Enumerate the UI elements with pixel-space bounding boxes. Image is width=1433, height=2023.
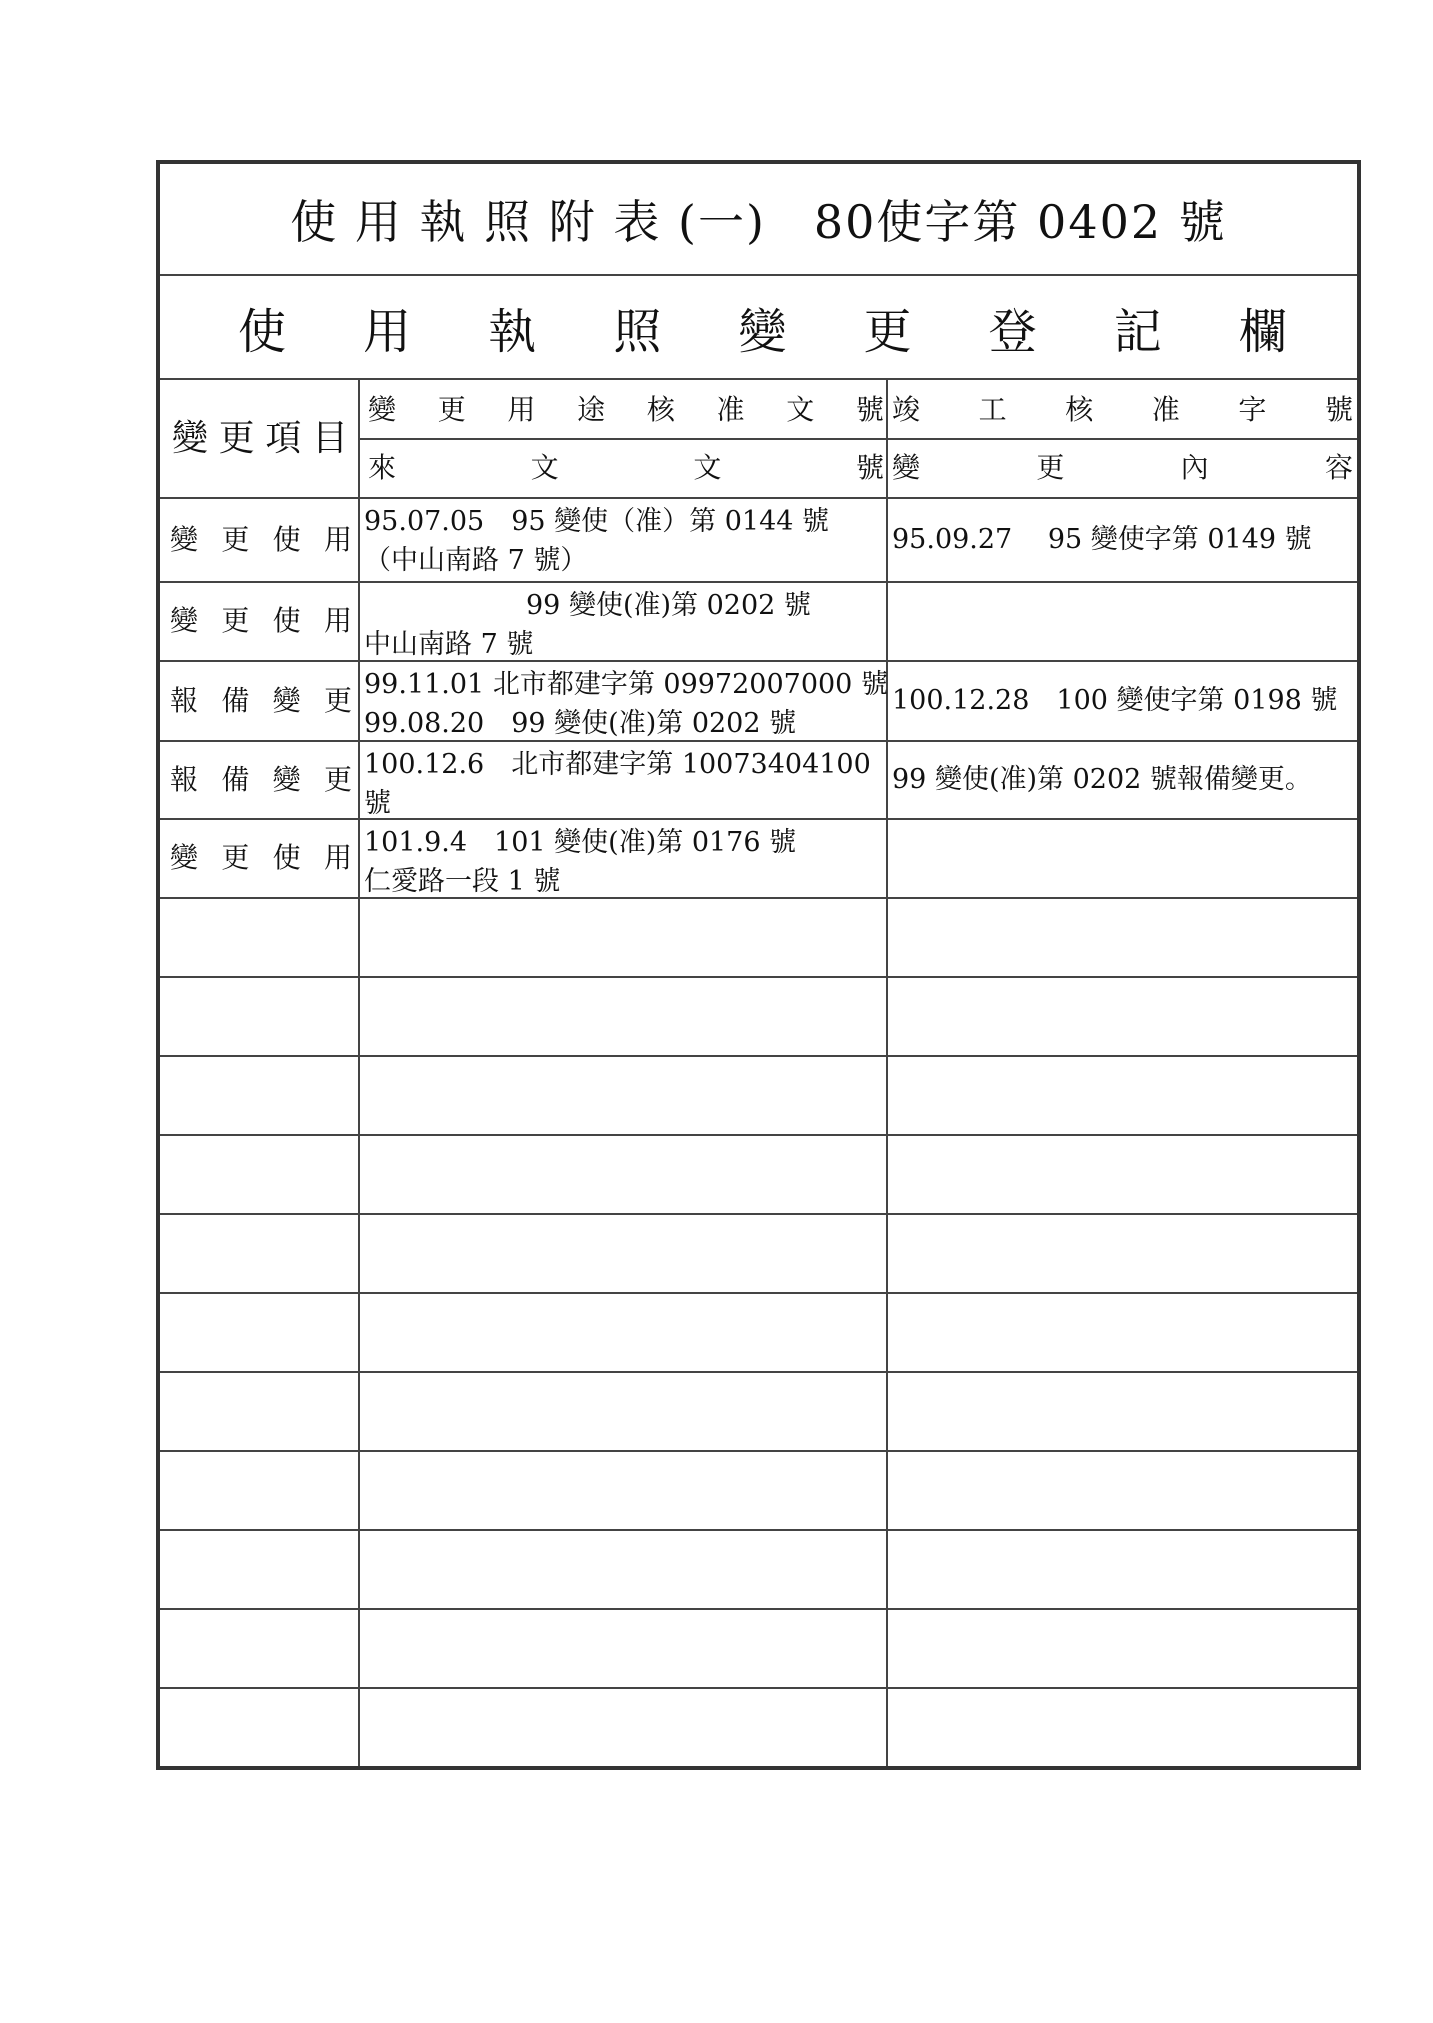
- header-incoming-doc-no: [358, 438, 886, 497]
- change-content-cell: [886, 497, 1357, 581]
- header-completion-no-char: 號: [1324, 392, 1353, 426]
- table-rule: [160, 976, 1357, 978]
- form-title-prefix: 使 用 執 照 附 表 (一): [290, 195, 766, 249]
- header-approval-doc-no-char: 用: [507, 392, 536, 426]
- header-completion-no-char: 工: [978, 392, 1007, 426]
- form-title: [160, 164, 1357, 276]
- subtitle-char: 使: [238, 303, 287, 360]
- change-item-label-char: 變: [272, 683, 301, 717]
- change-item-label-char: 使: [272, 604, 301, 637]
- header-incoming-doc-no-char: 文: [693, 451, 722, 484]
- header-completion-no-char: 准: [1151, 392, 1180, 426]
- table-rule: [160, 1608, 1357, 1610]
- approval-doc-cell-line: 99.11.01 北市都建字第 09972007000 號: [364, 669, 888, 700]
- change-item-label-char: 更: [323, 762, 352, 796]
- change-item-label-char: 使: [272, 841, 301, 874]
- change-item-label-char: 變: [170, 841, 199, 874]
- header-approval-doc-no: [358, 380, 886, 438]
- approval-doc-cell: [358, 818, 886, 897]
- change-item-label: [160, 497, 358, 581]
- header-change-content-char: 內: [1180, 451, 1209, 484]
- header-incoming-doc-no-char: 來: [368, 451, 397, 484]
- change-item-label-char: 更: [221, 604, 250, 637]
- header-completion-no-char: 字: [1238, 392, 1267, 426]
- change-item-label: [160, 818, 358, 897]
- header-approval-doc-no-char: 核: [646, 392, 675, 426]
- header-approval-doc-no-char: 准: [716, 392, 745, 426]
- header-change-content: [886, 438, 1357, 497]
- change-item-label-char: 報: [170, 762, 199, 796]
- table-rule: [160, 1687, 1357, 1689]
- form-subtitle: [160, 276, 1357, 380]
- header-incoming-doc-no-char: 號: [855, 451, 884, 484]
- header-completion-no: [886, 380, 1357, 438]
- change-item-label-char: 備: [221, 683, 250, 717]
- change-content-cell-line: 100.12.28 100 變使字第 0198 號: [892, 685, 1338, 716]
- approval-doc-cell-line: 95.07.05 95 變使（准）第 0144 號: [364, 506, 830, 537]
- table-rule: [160, 1371, 1357, 1373]
- header-approval-doc-no-char: 文: [786, 392, 815, 426]
- change-item-label-char: 用: [323, 522, 352, 556]
- change-item-label: [160, 660, 358, 740]
- subtitle-char: 更: [863, 303, 912, 360]
- header-change-item-char: 項: [265, 418, 302, 459]
- change-content-cell: [886, 818, 1357, 897]
- change-item-label-char: 用: [323, 841, 352, 874]
- table-rule: [160, 1292, 1357, 1294]
- header-change-content-char: 容: [1324, 451, 1353, 484]
- approval-doc-cell-line: （中山南路 7 號）: [364, 545, 588, 576]
- header-completion-no-char: 竣: [892, 392, 921, 426]
- license-change-form: [156, 160, 1361, 1770]
- header-change-item: [160, 380, 358, 497]
- table-rule: [160, 1213, 1357, 1215]
- header-change-item-char: 更: [218, 418, 255, 459]
- change-item-label-char: 使: [272, 522, 301, 556]
- change-content-cell: [886, 740, 1357, 818]
- table-rule: [160, 1055, 1357, 1057]
- approval-doc-cell-line: 100.12.6 北市都建字第 10073404100: [364, 749, 871, 780]
- change-item-label-char: 用: [323, 604, 352, 637]
- change-content-cell: [886, 660, 1357, 740]
- change-item-label-char: 更: [323, 683, 352, 717]
- header-approval-doc-no-char: 號: [855, 392, 884, 426]
- header-change-item-char: 目: [311, 418, 348, 459]
- subtitle-char: 照: [613, 303, 662, 360]
- approval-doc-cell: [358, 581, 886, 660]
- change-item-label: [160, 581, 358, 660]
- subtitle-char: 記: [1113, 303, 1162, 360]
- subtitle-char: 變: [738, 303, 787, 360]
- approval-doc-cell-line: 101.9.4 101 變使(准)第 0176 號: [364, 827, 797, 858]
- header-incoming-doc-no-char: 文: [530, 451, 559, 484]
- change-content-cell: [886, 581, 1357, 660]
- approval-doc-cell-line: 中山南路 7 號: [364, 629, 534, 660]
- subtitle-char: 執: [488, 303, 537, 360]
- subtitle-char: 欄: [1238, 303, 1287, 360]
- change-content-cell-line: 99 變使(准)第 0202 號報備變更。: [892, 764, 1312, 795]
- table-rule: [160, 1529, 1357, 1531]
- change-item-label-char: 更: [221, 841, 250, 874]
- header-approval-doc-no-char: 途: [577, 392, 606, 426]
- license-number: 80使字第 0402 號: [813, 195, 1227, 249]
- table-rule: [160, 897, 1357, 899]
- subtitle-char: 登: [988, 303, 1037, 360]
- header-approval-doc-no-char: 更: [437, 392, 466, 426]
- change-item-label: [160, 740, 358, 818]
- header-completion-no-char: 核: [1065, 392, 1094, 426]
- change-item-label-char: 備: [221, 762, 250, 796]
- table-rule: [160, 1134, 1357, 1136]
- header-change-content-char: 變: [892, 451, 921, 484]
- change-item-label-char: 變: [170, 604, 199, 637]
- approval-doc-cell: [358, 497, 886, 581]
- change-item-label-char: 更: [221, 522, 250, 556]
- change-content-cell-line: 95.09.27 95 變使字第 0149 號: [892, 524, 1312, 555]
- header-change-content-char: 更: [1036, 451, 1065, 484]
- approval-doc-cell: [358, 660, 886, 740]
- table-rule: [160, 1450, 1357, 1452]
- header-change-item-char: 變: [172, 418, 209, 459]
- approval-doc-cell: [358, 740, 886, 818]
- approval-doc-cell-line: 仁愛路一段 1 號: [364, 866, 561, 897]
- subtitle-char: 用: [363, 303, 412, 360]
- approval-doc-cell-line: 99.08.20 99 變使(准)第 0202 號: [364, 708, 797, 739]
- change-item-label-char: 變: [170, 522, 199, 556]
- change-item-label-char: 報: [170, 683, 199, 717]
- header-approval-doc-no-char: 變: [368, 392, 397, 426]
- change-item-label-char: 變: [272, 762, 301, 796]
- approval-doc-cell-line: 號: [364, 788, 391, 819]
- approval-doc-cell-line: 99 變使(准)第 0202 號: [364, 590, 811, 621]
